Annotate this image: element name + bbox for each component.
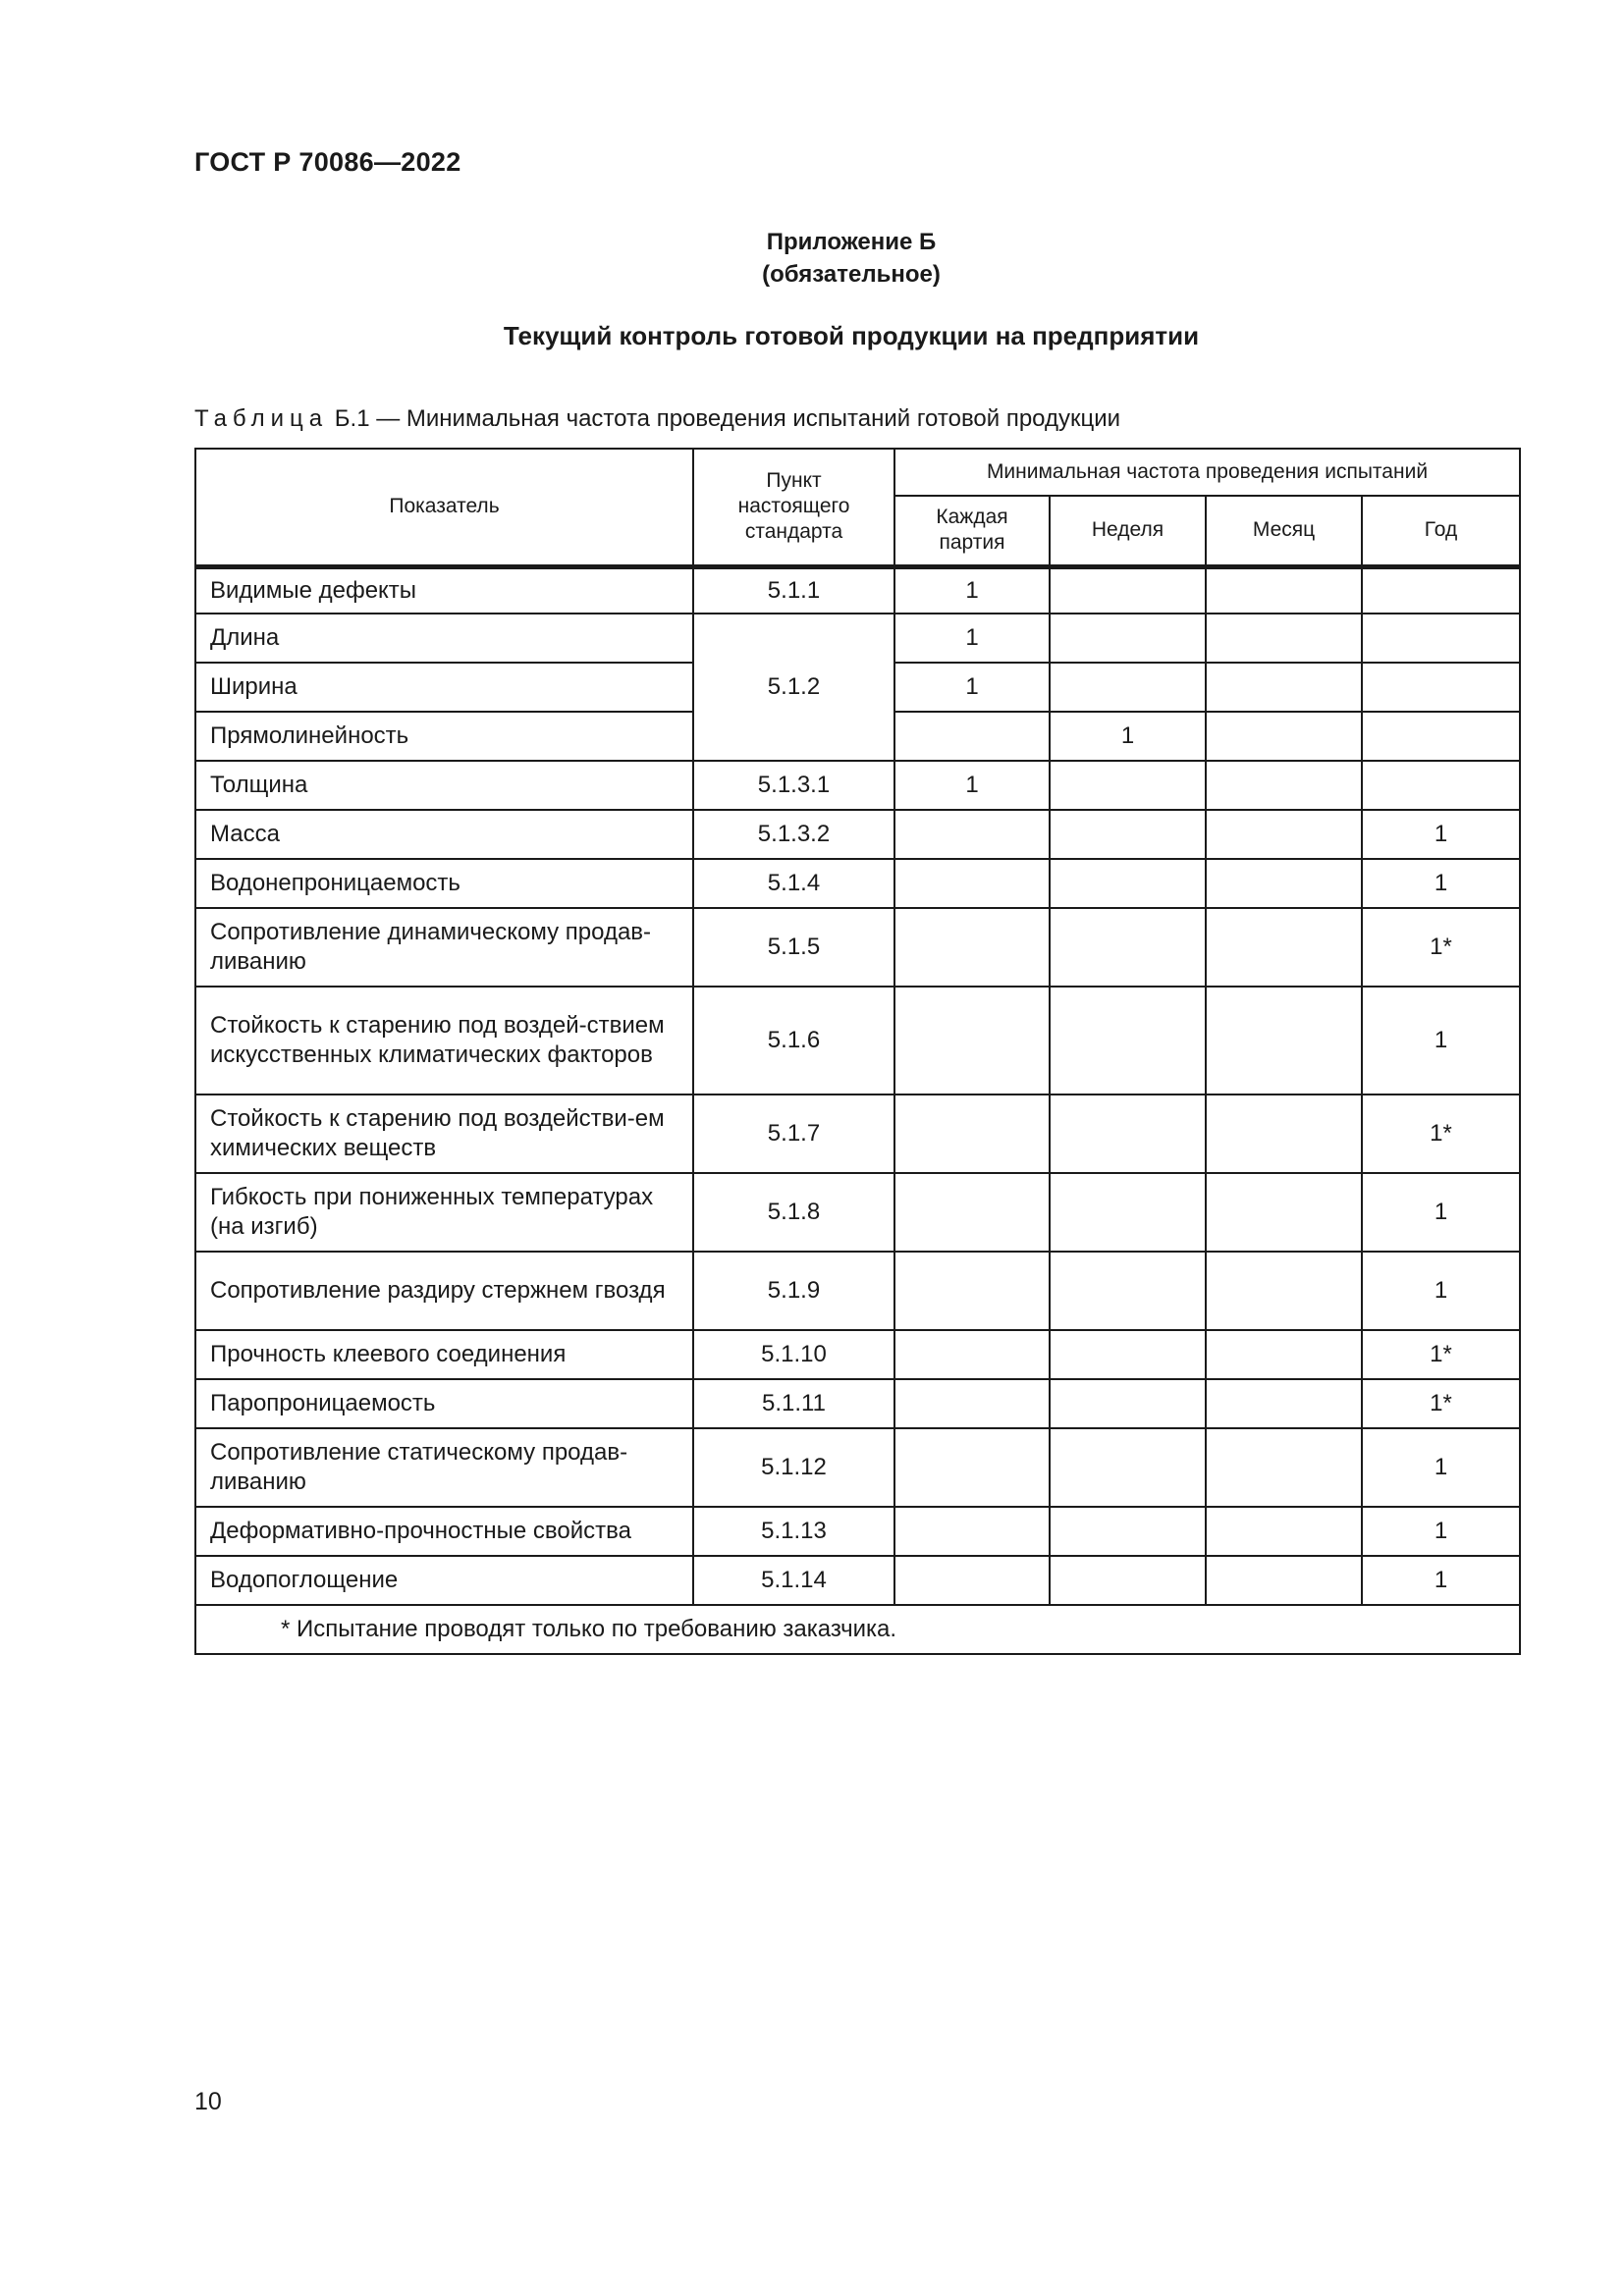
table-row — [195, 810, 1520, 859]
year-cell — [1362, 663, 1520, 712]
year-cell — [1362, 761, 1520, 810]
indicator-cell: Прямолинейность — [195, 712, 693, 761]
week-cell — [1050, 1095, 1206, 1173]
clause-cell: 5.1.5 — [693, 908, 894, 987]
year-cell — [1362, 614, 1520, 663]
month-cell — [1206, 761, 1362, 810]
indicator-cell: Видимые дефекты — [195, 566, 693, 614]
month-cell — [1206, 1252, 1362, 1330]
month-cell — [1206, 810, 1362, 859]
year-cell: 1 — [1362, 987, 1520, 1095]
frequency-table — [194, 448, 1521, 1655]
table-caption-text: Б.1 — Минимальная частота проведения испытаний готовой продукции — [334, 405, 1121, 432]
batch-cell — [894, 1428, 1050, 1507]
header-week: Неделя — [1050, 496, 1206, 566]
clause-cell: 5.1.13 — [693, 1507, 894, 1556]
batch-cell — [894, 1556, 1050, 1605]
month-cell — [1206, 987, 1362, 1095]
clause-cell: 5.1.3.1 — [693, 761, 894, 810]
batch-cell — [894, 908, 1050, 987]
table-row — [195, 566, 1520, 614]
year-cell: 1* — [1362, 1095, 1520, 1173]
month-cell — [1206, 1173, 1362, 1252]
appendix-status: (обязательное) — [762, 261, 941, 288]
header-frequency-group: Минимальная частота проведения испытаний — [894, 449, 1520, 496]
week-cell — [1050, 987, 1206, 1095]
year-cell: 1 — [1362, 1252, 1520, 1330]
week-cell — [1050, 1330, 1206, 1379]
clause-cell: 5.1.4 — [693, 859, 894, 908]
clause-cell: 5.1.8 — [693, 1173, 894, 1252]
month-cell — [1206, 859, 1362, 908]
batch-cell: 1 — [894, 614, 1050, 663]
indicator-cell: Ширина — [195, 663, 693, 712]
week-cell — [1050, 761, 1206, 810]
year-cell: 1 — [1362, 1173, 1520, 1252]
header-clause: Пункт настоящего стандарта — [693, 449, 894, 566]
week-cell: 1 — [1050, 712, 1206, 761]
clause-cell: 5.1.2 — [693, 614, 894, 761]
week-cell — [1050, 1252, 1206, 1330]
indicator-cell: Толщина — [195, 761, 693, 810]
table-row — [195, 1330, 1520, 1379]
table-row — [195, 1428, 1520, 1507]
indicator-cell: Сопротивление раздиру стержнем гвоздя — [195, 1252, 693, 1330]
week-cell — [1050, 1173, 1206, 1252]
year-cell: 1* — [1362, 1379, 1520, 1428]
year-cell: 1* — [1362, 1330, 1520, 1379]
indicator-cell: Водопоглощение — [195, 1556, 693, 1605]
month-cell — [1206, 663, 1362, 712]
year-cell: 1 — [1362, 1556, 1520, 1605]
year-cell: 1 — [1362, 810, 1520, 859]
clause-cell: 5.1.1 — [693, 566, 894, 614]
month-cell — [1206, 614, 1362, 663]
week-cell — [1050, 908, 1206, 987]
batch-cell — [894, 1507, 1050, 1556]
appendix-title: Приложение Б — [766, 229, 937, 255]
month-cell — [1206, 712, 1362, 761]
month-cell — [1206, 1379, 1362, 1428]
table-row — [195, 1095, 1520, 1173]
document-code: ГОСТ Р 70086—2022 — [194, 147, 461, 177]
header-year: Год — [1362, 496, 1520, 566]
header-indicator: Показатель — [195, 449, 693, 566]
batch-cell — [894, 859, 1050, 908]
table-caption-label: Таблица — [194, 405, 329, 432]
page-number: 10 — [194, 2088, 222, 2115]
week-cell — [1050, 1428, 1206, 1507]
clause-cell: 5.1.6 — [693, 987, 894, 1095]
section-title: Текущий контроль готовой продукции на предприятии — [503, 321, 1200, 350]
week-cell — [1050, 566, 1206, 614]
batch-cell — [894, 712, 1050, 761]
table-row — [195, 1556, 1520, 1605]
indicator-cell: Масса — [195, 810, 693, 859]
table-caption — [194, 405, 1120, 433]
indicator-cell: Сопротивление статическому продав-ливанию — [195, 1428, 693, 1507]
table-row — [195, 1173, 1520, 1252]
appendix-heading — [39, 226, 1624, 291]
month-cell — [1206, 1556, 1362, 1605]
batch-cell — [894, 810, 1050, 859]
batch-cell: 1 — [894, 761, 1050, 810]
table-footnote-row — [195, 1605, 1520, 1654]
table-footnote: * Испытание проводят только по требованию заказчика. — [195, 1605, 1520, 1654]
week-cell — [1050, 663, 1206, 712]
batch-cell — [894, 1173, 1050, 1252]
clause-cell: 5.1.9 — [693, 1252, 894, 1330]
clause-cell: 5.1.7 — [693, 1095, 894, 1173]
week-cell — [1050, 614, 1206, 663]
indicator-cell: Деформативно-прочностные свойства — [195, 1507, 693, 1556]
month-cell — [1206, 1330, 1362, 1379]
month-cell — [1206, 1507, 1362, 1556]
clause-cell: 5.1.11 — [693, 1379, 894, 1428]
indicator-cell: Прочность клеевого соединения — [195, 1330, 693, 1379]
table-row — [195, 1252, 1520, 1330]
header-month: Месяц — [1206, 496, 1362, 566]
clause-cell: 5.1.14 — [693, 1556, 894, 1605]
table-row — [195, 987, 1520, 1095]
year-cell: 1 — [1362, 1428, 1520, 1507]
batch-cell — [894, 1252, 1050, 1330]
month-cell — [1206, 1428, 1362, 1507]
batch-cell: 1 — [894, 663, 1050, 712]
year-cell — [1362, 712, 1520, 761]
table-row — [195, 859, 1520, 908]
year-cell — [1362, 566, 1520, 614]
table-row — [195, 1379, 1520, 1428]
indicator-cell: Стойкость к старению под воздействи-ем химических веществ — [195, 1095, 693, 1173]
indicator-cell: Водонепроницаемость — [195, 859, 693, 908]
year-cell: 1 — [1362, 1507, 1520, 1556]
header-batch: Каждая партия — [894, 496, 1050, 566]
week-cell — [1050, 810, 1206, 859]
indicator-cell: Гибкость при пониженных температурах (на изгиб) — [195, 1173, 693, 1252]
batch-cell — [894, 1095, 1050, 1173]
indicator-cell: Сопротивление динамическому продав-ливанию — [195, 908, 693, 987]
week-cell — [1050, 1556, 1206, 1605]
batch-cell — [894, 987, 1050, 1095]
indicator-cell: Стойкость к старению под воздей-ствием искусственных климатических факторов — [195, 987, 693, 1095]
year-cell: 1* — [1362, 908, 1520, 987]
month-cell — [1206, 908, 1362, 987]
table-row — [195, 1507, 1520, 1556]
year-cell: 1 — [1362, 859, 1520, 908]
week-cell — [1050, 1379, 1206, 1428]
month-cell — [1206, 566, 1362, 614]
batch-cell — [894, 1379, 1050, 1428]
table-row — [195, 761, 1520, 810]
clause-cell: 5.1.12 — [693, 1428, 894, 1507]
indicator-cell: Длина — [195, 614, 693, 663]
clause-cell: 5.1.10 — [693, 1330, 894, 1379]
table-row — [195, 614, 1520, 663]
batch-cell — [894, 1330, 1050, 1379]
clause-cell: 5.1.3.2 — [693, 810, 894, 859]
week-cell — [1050, 859, 1206, 908]
indicator-cell: Паропроницаемость — [195, 1379, 693, 1428]
week-cell — [1050, 1507, 1206, 1556]
batch-cell: 1 — [894, 566, 1050, 614]
table-row — [195, 908, 1520, 987]
month-cell — [1206, 1095, 1362, 1173]
